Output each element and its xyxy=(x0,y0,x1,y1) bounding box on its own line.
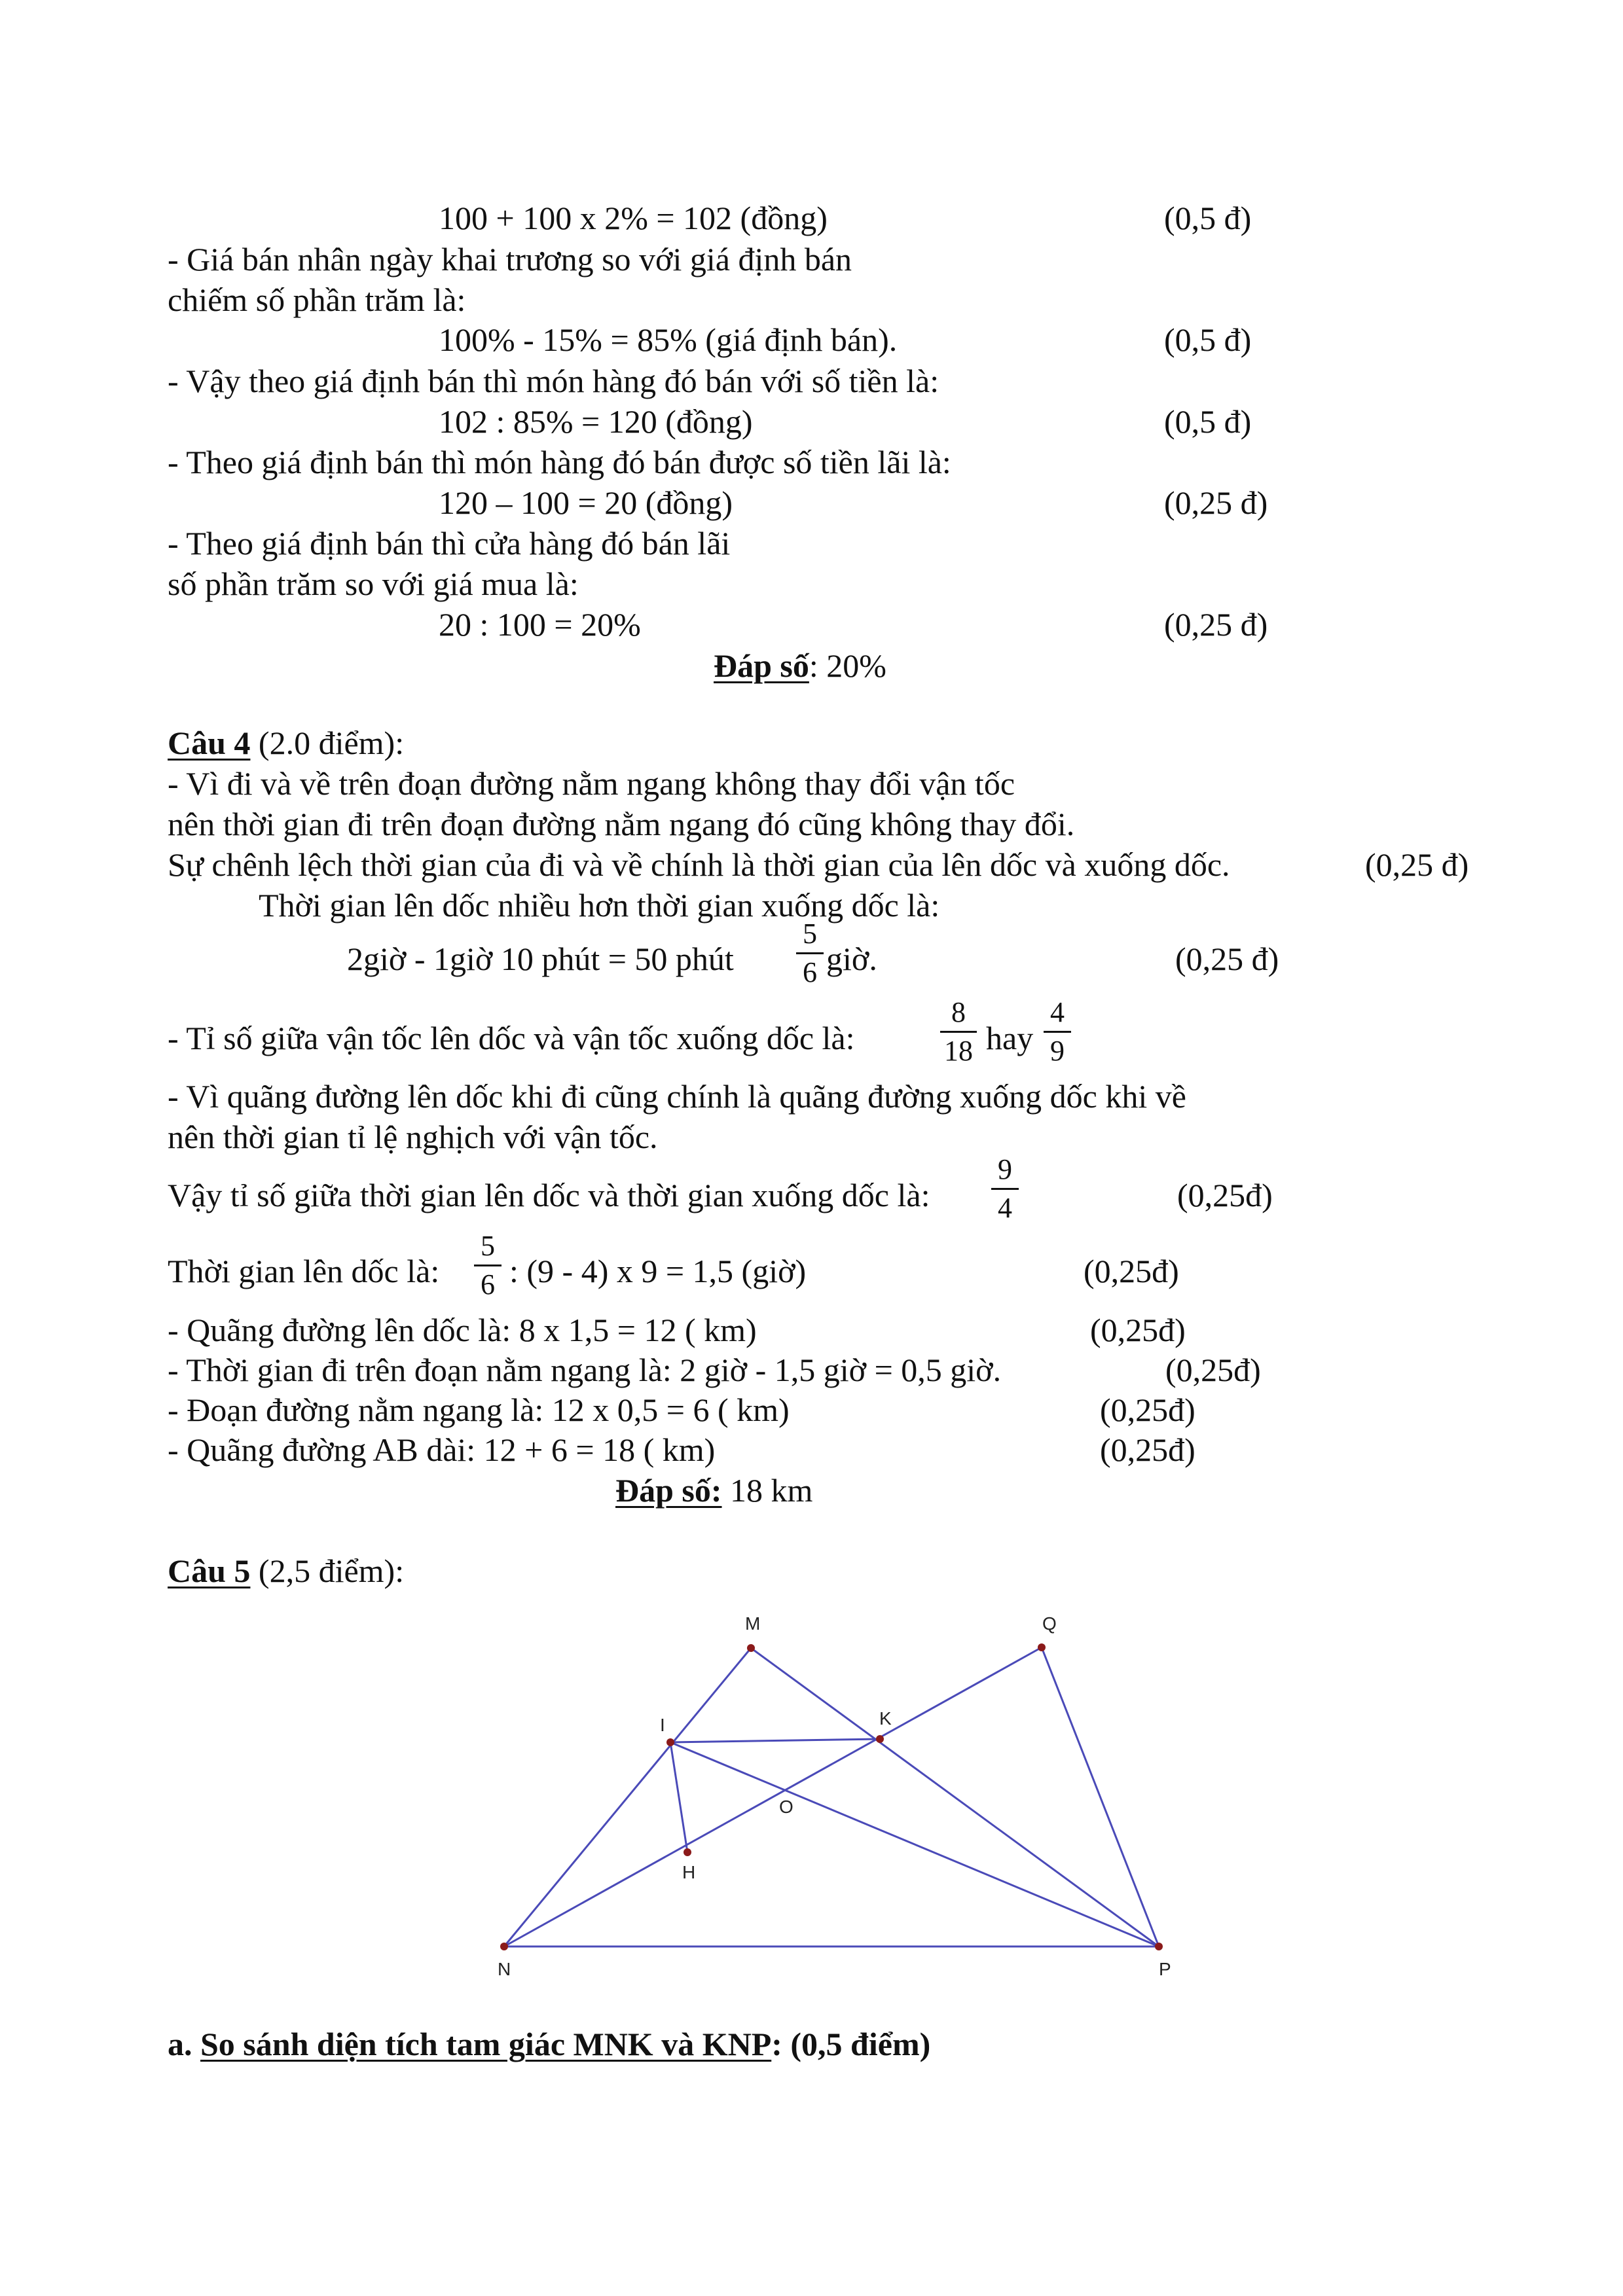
q5-title: Câu 5 xyxy=(168,1552,251,1589)
q4-line10: Thời gian lên dốc là: xyxy=(168,1253,440,1289)
q4-title: Câu 4 xyxy=(168,725,251,761)
sol3-line1-points: (0,5 đ) xyxy=(1164,200,1252,236)
sol3-line6-points: (0,5 đ) xyxy=(1164,403,1252,440)
point-Q xyxy=(1038,1643,1046,1651)
sol3-line7: - Theo giá định bán thì món hàng đó bán được số tiền lãi là: xyxy=(168,444,951,480)
q4-line6-hay: hay xyxy=(986,1020,1034,1056)
sol3-line1: 100 + 100 x 2% = 102 (đồng) xyxy=(439,200,828,236)
q4-line5-points: (0,25 đ) xyxy=(1175,941,1279,977)
segment-MP xyxy=(751,1648,1159,1946)
q4-line4: Thời gian lên dốc nhiều hơn thời gian xuống dốc là: xyxy=(259,887,940,924)
geometry-figure xyxy=(471,1604,1192,1996)
sol3-answer-value: : 20% xyxy=(809,647,886,684)
fraction-bar xyxy=(940,1031,977,1033)
sol3-line6: 102 : 85% = 120 (đồng) xyxy=(439,403,753,440)
sol3-line5: - Vậy theo giá định bán thì món hàng đó bán với số tiền là: xyxy=(168,363,939,399)
segment-QN xyxy=(504,1647,1042,1946)
q4-line9-points: (0,25đ) xyxy=(1177,1177,1273,1213)
segment-QP xyxy=(1042,1647,1159,1946)
fraction-numerator: 9 xyxy=(998,1153,1012,1185)
sol3-line11-points: (0,25 đ) xyxy=(1164,606,1268,643)
q4-line7: - Vì quãng đường lên dốc khi đi cũng chính là quãng đường xuống dốc khi về xyxy=(168,1078,1186,1115)
fraction-numerator: 5 xyxy=(481,1230,495,1262)
q4-points: (2.0 điểm): xyxy=(250,725,405,761)
fraction-bar xyxy=(474,1265,501,1266)
segment-IP xyxy=(670,1742,1159,1946)
q5-part-a-points: : (0,5 điểm) xyxy=(771,2026,931,2062)
q5-heading xyxy=(168,1554,404,1587)
figure-points xyxy=(500,1643,1163,1950)
label-I: I xyxy=(660,1715,665,1735)
q4-line10-fraction xyxy=(471,1232,504,1299)
sol3-line3: chiếm số phần trăm là: xyxy=(168,281,466,318)
point-I xyxy=(666,1738,674,1746)
q4-line11-points: (0,25đ) xyxy=(1090,1312,1186,1348)
q4-line8: nên thời gian tỉ lệ nghịch với vận tốc. xyxy=(168,1119,658,1155)
q4-line9: Vậy tỉ số giữa thời gian lên dốc và thời gian xuống dốc là: xyxy=(168,1177,930,1213)
fraction-denominator: 9 xyxy=(1050,1035,1065,1067)
q4-line10-points: (0,25đ) xyxy=(1084,1253,1179,1289)
q4-line12: - Thời gian đi trên đoạn nằm ngang là: 2 giờ - 1,5 giờ = 0,5 giờ. xyxy=(168,1352,1002,1388)
q4-line6-fraction1 xyxy=(938,998,979,1066)
label-N: N xyxy=(498,1959,511,1979)
fraction-denominator: 4 xyxy=(998,1192,1012,1224)
fraction-bar xyxy=(796,952,824,954)
q4-line3: Sự chênh lệch thời gian của đi và về chính là thời gian của lên dốc và xuống dốc. xyxy=(168,846,1230,883)
q4-line14-points: (0,25đ) xyxy=(1100,1431,1195,1468)
q5-part-a-title: So sánh diện tích tam giác MNK và KNP xyxy=(200,2026,772,2062)
sol3-answer xyxy=(714,649,886,682)
q4-line5: 2giờ - 1giờ 10 phút = 50 phút xyxy=(347,941,734,977)
fraction-denominator: 6 xyxy=(803,956,817,988)
q5-part-a xyxy=(168,2028,930,2060)
segment-IK xyxy=(670,1739,880,1742)
label-Q: Q xyxy=(1042,1613,1057,1634)
sol3-line8-points: (0,25 đ) xyxy=(1164,484,1268,521)
q4-line13-points: (0,25đ) xyxy=(1100,1391,1195,1428)
q4-answer-label: Đáp số: xyxy=(615,1472,722,1509)
sol3-line11: 20 : 100 = 20% xyxy=(439,606,641,643)
q4-line11: - Quãng đường lên dốc là: 8 x 1,5 = 12 ( km) xyxy=(168,1312,757,1348)
sol3-answer-label: Đáp số xyxy=(714,647,809,684)
q4-heading xyxy=(168,726,404,759)
point-N xyxy=(500,1943,508,1950)
fraction-bar xyxy=(991,1188,1019,1190)
q5-points: (2,5 điểm): xyxy=(250,1552,405,1589)
sol3-line8: 120 – 100 = 20 (đồng) xyxy=(439,484,733,521)
point-P xyxy=(1155,1943,1163,1950)
label-K: K xyxy=(879,1708,892,1729)
fraction-numerator: 4 xyxy=(1050,996,1065,1028)
q4-line6: - Tỉ số giữa vận tốc lên dốc và vận tốc xuống dốc là: xyxy=(168,1020,855,1056)
q4-line12-points: (0,25đ) xyxy=(1165,1352,1261,1388)
sol3-line9: - Theo giá định bán thì cửa hàng đó bán lãi xyxy=(168,525,731,562)
label-O: O xyxy=(779,1797,793,1817)
q4-line9-fraction xyxy=(989,1155,1021,1223)
point-K xyxy=(876,1735,884,1743)
sol3-line4: 100% - 15% = 85% (giá định bán). xyxy=(439,321,898,358)
label-M: M xyxy=(745,1613,761,1634)
sol3-line2: - Giá bán nhân ngày khai trương so với giá định bán xyxy=(168,241,852,278)
fraction-denominator: 6 xyxy=(481,1268,495,1300)
segment-MN xyxy=(504,1648,751,1946)
fraction-denominator: 18 xyxy=(944,1035,973,1067)
fraction-numerator: 5 xyxy=(803,918,817,950)
q5-part-a-prefix: a. xyxy=(168,2026,200,2062)
fraction-bar xyxy=(1044,1031,1071,1033)
segment-IH xyxy=(670,1742,687,1852)
label-P: P xyxy=(1159,1959,1171,1979)
q4-line10-tail: : (9 - 4) x 9 = 1,5 (giờ) xyxy=(509,1253,807,1289)
sol3-line10: số phần trăm so với giá mua là: xyxy=(168,565,579,602)
sol3-line4-points: (0,5 đ) xyxy=(1164,321,1252,358)
q4-line13: - Đoạn đường nằm ngang là: 12 x 0,5 = 6 ( km) xyxy=(168,1391,790,1428)
point-M xyxy=(747,1644,755,1652)
q4-line1: - Vì đi và về trên đoạn đường nằm ngang không thay đổi vận tốc xyxy=(168,765,1015,802)
point-H xyxy=(684,1848,691,1856)
q4-line5-tail: giờ. xyxy=(826,941,877,977)
label-H: H xyxy=(682,1862,696,1882)
fraction-numerator: 8 xyxy=(951,996,966,1028)
figure-lines xyxy=(504,1647,1159,1946)
q4-line5-fraction xyxy=(793,920,826,987)
q4-line2: nên thời gian đi trên đoạn đường nằm ngang đó cũng không thay đổi. xyxy=(168,806,1075,842)
q4-line6-fraction2 xyxy=(1041,998,1074,1066)
q4-line14: - Quãng đường AB dài: 12 + 6 = 18 ( km) xyxy=(168,1431,716,1468)
q4-answer-value: 18 km xyxy=(721,1472,813,1509)
q4-answer xyxy=(615,1474,812,1507)
q4-line3-points: (0,25 đ) xyxy=(1365,846,1469,883)
